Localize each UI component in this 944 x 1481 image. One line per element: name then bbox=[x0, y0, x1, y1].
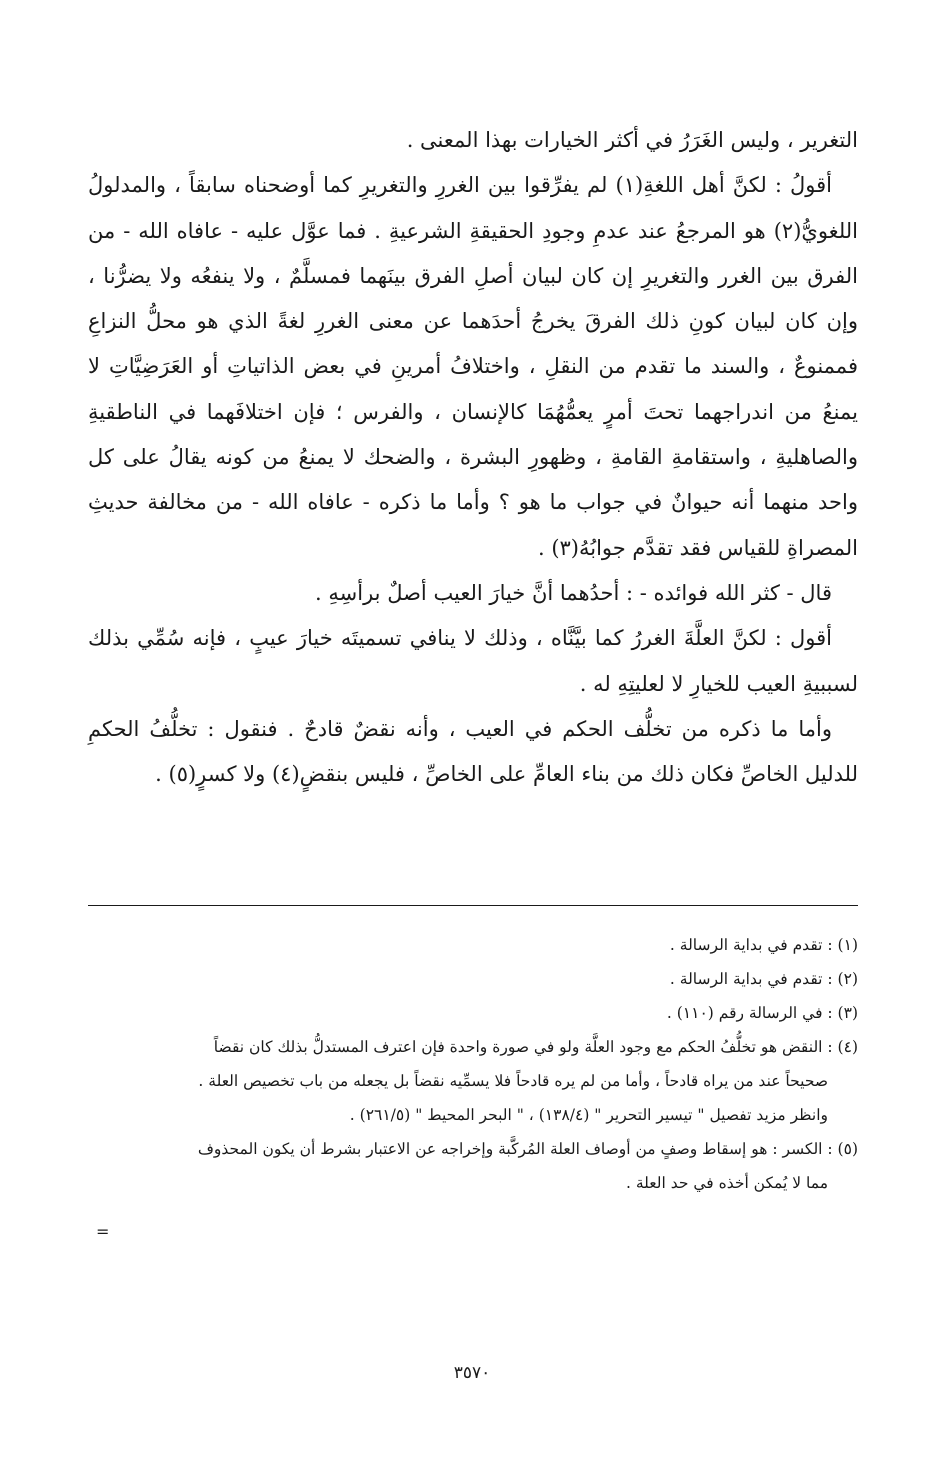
paragraph-2: أقولُ : لكنَّ أهل اللغةِ(١) لم يفرِّقوا بين الغررِ والتغريرِ كما أوضحناه سابقاً ، والمدلولُ اللغويُّ(٢) هو المرجعُ عند عدمِ وجودِ الحقيقةِ الشرعيةِ . فما عوَّل عليه - عافاه الله - من الفرق بين الغرر والتغريرِ إن كان لبيان أصلِ الفرق بينَهما فمسلَّمٌ ، ولا ينفعُه ولا يضرُّنا ، وإن كان لبيان كونِ ذلك الفرقَ يخرجُ أحدَهما عن معنى الغررِ لغةً الذي هو محلُّ النزاعِ فممنوعٌ ، والسند ما تقدم من النقلِ ، واختلافُ أمرينِ في بعض الذاتياتِ أو العَرَضِيَّاتِ لا يمنعُ من اندراجهما تحتَ أمرٍ يعمُّهُمَا كالإنسان ، والفرس ؛ فإن اختلافَهما في الناطقيةِ والصاهليةِ ، واستقامةِ القامةِ ، وظهورِ البشرة ، والضحك لا يمنعُ من كونه يقالُ على كل واحد منهما أنه حيوانٌ في جواب ما هو ؟ وأما ما ذكره - عافاه الله - من مخالفة حديثِ المصراةِ للقياس فقد تقدَّم جوابُهُ(٣) . bbox=[88, 173, 858, 560]
paragraph-3: قال - كثر الله فوائده - : أحدُهما أنَّ خيارَ العيب أصلٌ برأسِهِ . bbox=[315, 580, 832, 605]
continuation-mark: = bbox=[96, 1222, 110, 1241]
footnote-4-reference: وانظر مزيد تفصيل " تيسير التحرير " (١٣٨/٤) ، " البحر المحيط " (٢٦١/٥) . bbox=[349, 1106, 828, 1124]
footnote-4: (٤) : النقض هو تخلُّفُ الحكم مع وجود العلَّة ولو في صورة واحدة فإن اعترف المستدلُّ بذلك كان نقضاً bbox=[213, 1038, 858, 1056]
paragraph-4: أقول : لكنَّ العلَّةَ الغررُ كما بيَّنَّاه ، وذلك لا ينافي تسميتَه خيارَ عيبٍ ، فإنه سُمِّي بذلك لسببيةِ العيب للخيارِ لا لعليتِهِ له . bbox=[88, 626, 858, 696]
footnote-4-continued: صحيحاً عند من يراه قادحاً ، وأما من لم يره قادحاً فلا يسمِّيه نقضاً بل يجعله من باب تخصيص العلة . bbox=[198, 1072, 828, 1090]
footnote-2: (٢) : تقدم في بداية الرسالة . bbox=[669, 970, 858, 988]
footnote-3: (٣) : في الرسالة رقم (١١٠) . bbox=[666, 1004, 858, 1022]
footnotes bbox=[88, 928, 858, 1200]
main-text bbox=[88, 118, 858, 797]
page-number: ٣٥٧٠ bbox=[453, 1363, 491, 1383]
footnote-separator bbox=[88, 905, 858, 906]
footnote-5: (٥) : الكسر : هو إسقاط وصفٍ من أوصاف العلة المُركَّبة وإخراجه عن الاعتبار بشرط أن يكون المحذوف bbox=[197, 1140, 858, 1158]
footnote-1: (١) : تقدم في بداية الرسالة . bbox=[669, 936, 858, 954]
paragraph-5: وأما ما ذكره من تخلُّف الحكم في العيب ، وأنه نقضٌ قادحٌ . فنقول : تخلُّفُ الحكمِ للدليل الخاصِّ فكان ذلك من بناء العامِّ على الخاصِّ ، فليس بنقضٍ(٤) ولا كسرٍ(٥) . bbox=[88, 716, 858, 787]
footnote-5-continued: مما لا يُمكن أخذه في حد العلة . bbox=[625, 1174, 828, 1192]
paragraph-1: التغرير ، وليس الغَرَرُ في أكثر الخيارات بهذا المعنى . bbox=[406, 128, 858, 152]
